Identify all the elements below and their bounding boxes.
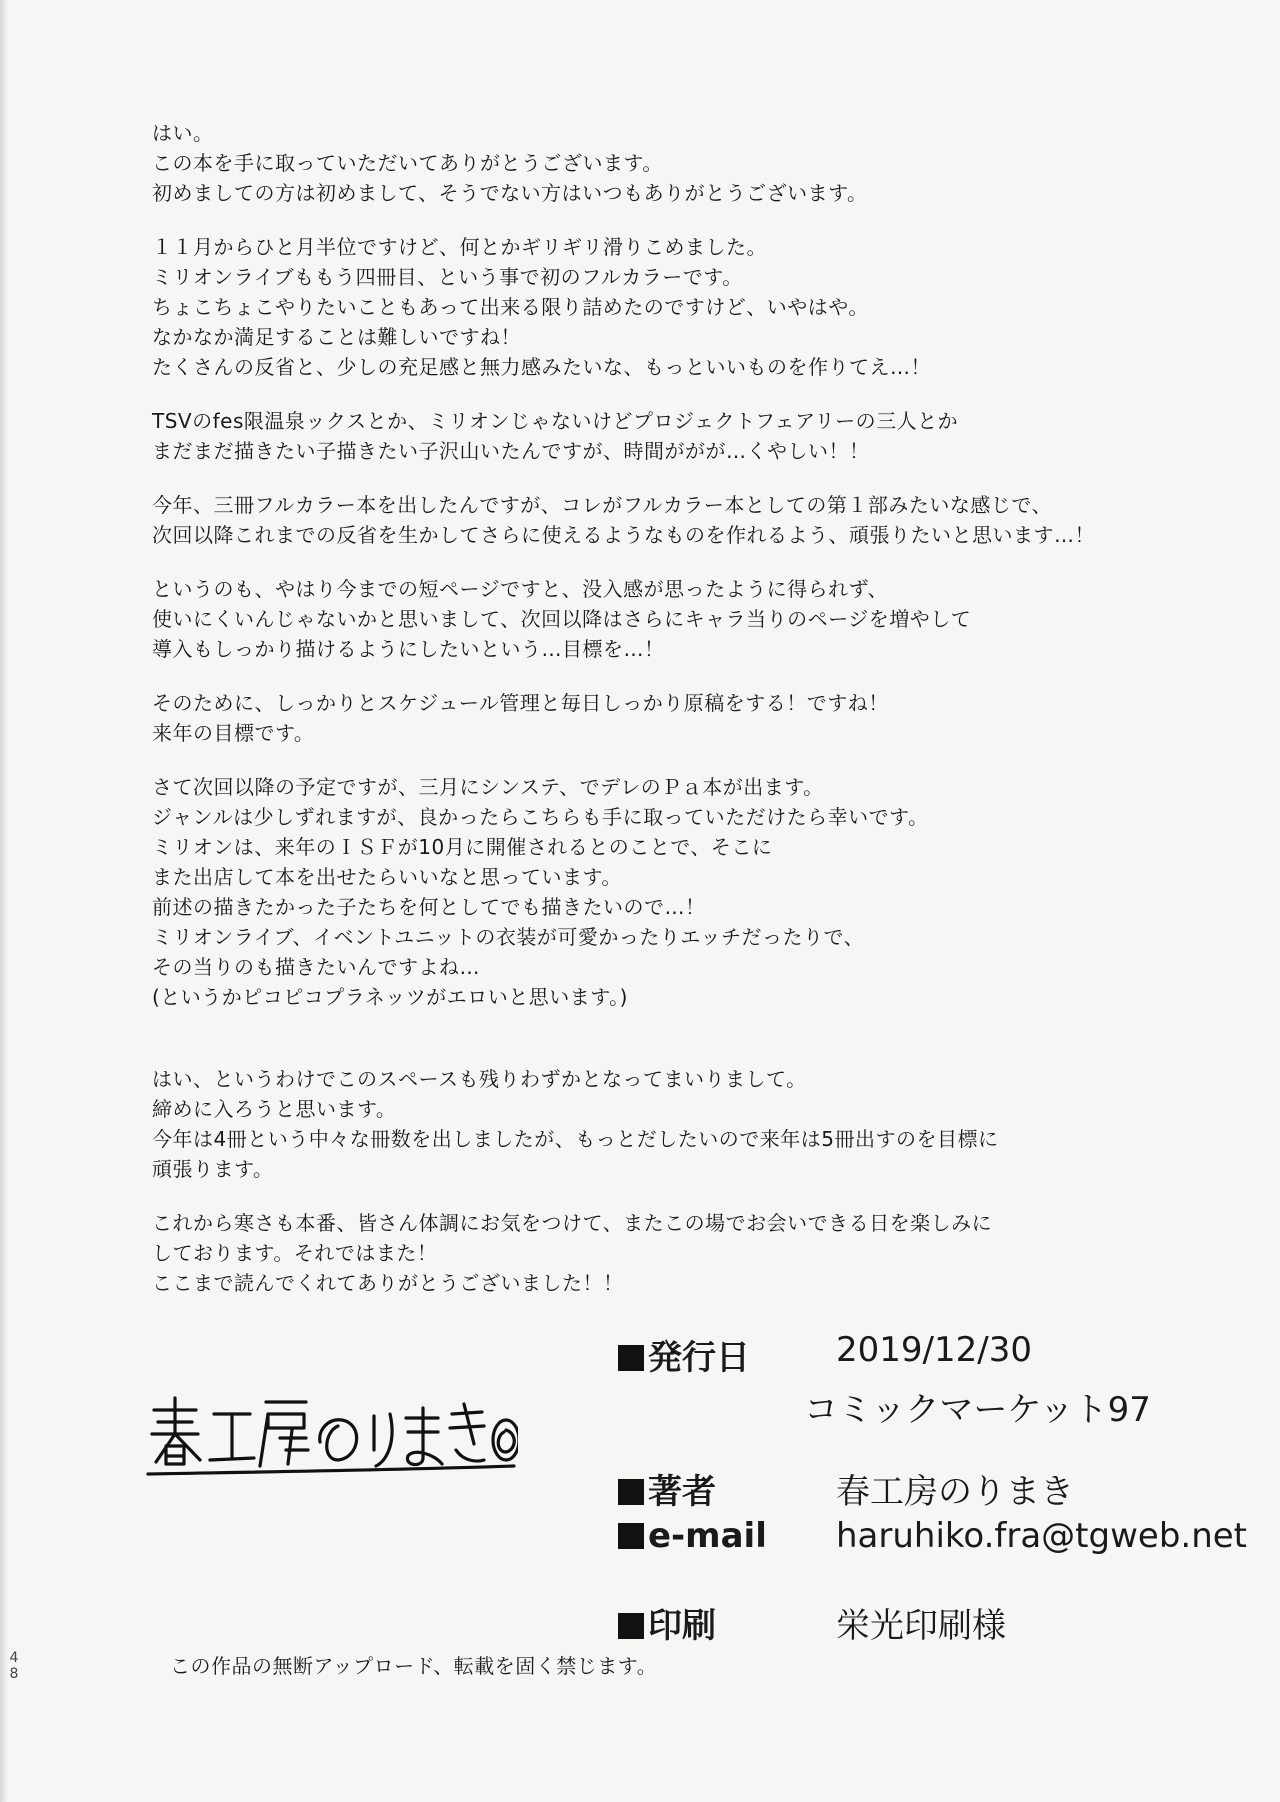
afterword-paragraph bbox=[152, 1064, 1152, 1184]
afterword-paragraph bbox=[152, 232, 1152, 382]
author-name: 春工房のりまき bbox=[836, 1472, 1074, 1512]
copyright-notice: この作品の無断アップロード、転載を固く禁じます。 bbox=[170, 1654, 658, 1678]
text-line: そのために、しっかりとスケジュール管理と毎日しっかり原稿をする！ですね！ bbox=[152, 691, 889, 715]
printer-name: 栄光印刷様 bbox=[836, 1606, 1006, 1646]
afterword-paragraph bbox=[152, 688, 1152, 748]
afterword-paragraph bbox=[152, 118, 1152, 208]
text-line: これから寒さも本番、皆さん体調にお気をつけて、またこの場でお会いできる日を楽しみに bbox=[152, 1211, 993, 1235]
text-line: 初めましての方は初めまして、そうでない方はいつもありがとうございます。 bbox=[152, 181, 868, 205]
text-line: 頑張ります。 bbox=[152, 1157, 274, 1181]
page-number: 4 8 bbox=[9, 1650, 19, 1682]
text-line: というのも、やはり今までの短ページですと、没入感が思ったように得られず、 bbox=[152, 577, 888, 601]
email-address: haruhiko.fra@tgweb.net bbox=[836, 1516, 1248, 1556]
text-line: 次回以降これまでの反省を生かしてさらに使えるようなものを作れるよう、頑張りたいと思います…！ bbox=[152, 523, 1095, 547]
text-line: 来年の目標です。 bbox=[152, 721, 315, 745]
text-line: 導入もしっかり描けるようにしたいという…目標を…！ bbox=[152, 637, 665, 661]
afterword-text bbox=[152, 118, 1152, 1322]
text-line: １１月からひと月半位ですけど、何とかギリギリ滑りこめました。 bbox=[152, 235, 767, 259]
text-line: また出店して本を出せたらいいなと思っています。 bbox=[152, 865, 622, 889]
square-bullet-icon bbox=[618, 1613, 644, 1639]
text-line: なかなか満足することは難しいですね！ bbox=[152, 325, 521, 349]
text-line: 使いにくいんじゃないかと思いまして、次回以降はさらにキャラ当りのページを増やして bbox=[152, 607, 972, 631]
text-line: 今年は4冊という中々な冊数を出しましたが、もっとだしたいので来年は5冊出すのを目標に bbox=[152, 1127, 999, 1151]
text-line: さて次回以降の予定ですが、三月にシンステ、でデレのＰａ本が出ます。 bbox=[152, 775, 824, 799]
text-line: 前述の描きたかった子たちを何としてでも描きたいので…！ bbox=[152, 895, 706, 919]
binding-shadow bbox=[0, 0, 8, 1802]
text-line: ミリオンは、来年のＩＳＦが10月に開催されるとのことで、そこに bbox=[152, 835, 773, 859]
text-line: たくさんの反省と、少しの充足感と無力感みたいな、もっといいものを作りてえ…！ bbox=[152, 355, 931, 379]
text-line: ミリオンライブももう四冊目、という事で初のフルカラーです。 bbox=[152, 265, 743, 289]
text-line: TSVのfes限温泉ックスとか、ミリオンじゃないけどプロジェクトフェアリーの三人とか bbox=[152, 409, 959, 433]
text-line: この本を手に取っていただいてありがとうございます。 bbox=[152, 151, 663, 175]
text-line: その当りのも描きたいんですよね… bbox=[152, 955, 480, 979]
text-line: しております。それではまた！ bbox=[152, 1241, 438, 1265]
afterword-paragraph bbox=[152, 490, 1152, 550]
square-bullet-icon bbox=[618, 1345, 644, 1371]
text-line: 今年、三冊フルカラー本を出したんですが、コレがフルカラー本としての第１部みたいな感じで、 bbox=[152, 493, 1052, 517]
text-line: ミリオンライブ、イベントユニットの衣装が可愛かったりエッチだったりで、 bbox=[152, 925, 865, 949]
email-label: e-mail bbox=[618, 1516, 767, 1556]
author-label: 著者 bbox=[618, 1464, 716, 1513]
text-line: はい、というわけでこのスペースも残りわずかとなってまいりまして。 bbox=[152, 1067, 807, 1091]
text-line: 締めに入ろうと思います。 bbox=[152, 1097, 397, 1121]
text-line: ジャンルは少しずれますが、良かったらこちらも手に取っていただけたら幸いです。 bbox=[152, 805, 929, 829]
handwritten-signature bbox=[138, 1380, 518, 1480]
square-bullet-icon bbox=[618, 1523, 644, 1549]
afterword-paragraph bbox=[152, 406, 1152, 466]
text-line: ちょこちょこやりたいこともあって出来る限り詰めたのですけど、いやはや。 bbox=[152, 295, 869, 319]
event-name: コミックマーケット97 bbox=[804, 1390, 1151, 1430]
afterword-paragraph bbox=[152, 772, 1152, 1012]
text-line: ここまで読んでくれてありがとうございました！！ bbox=[152, 1271, 624, 1295]
afterword-paragraph bbox=[152, 574, 1152, 664]
text-line: まだまだ描きたい子描きたい子沢山いたんですが、時間ががが…くやしい！！ bbox=[152, 439, 870, 463]
issue-date-label: 発行日 bbox=[618, 1330, 750, 1379]
text-line: はい。 bbox=[152, 121, 214, 145]
issue-date: 2019/12/30 bbox=[836, 1330, 1032, 1370]
square-bullet-icon bbox=[618, 1479, 644, 1505]
afterword-paragraph bbox=[152, 1208, 1152, 1298]
printer-label: 印刷 bbox=[618, 1598, 716, 1647]
text-line: (というかピコピコプラネッツがエロいと思います。) bbox=[152, 985, 628, 1009]
